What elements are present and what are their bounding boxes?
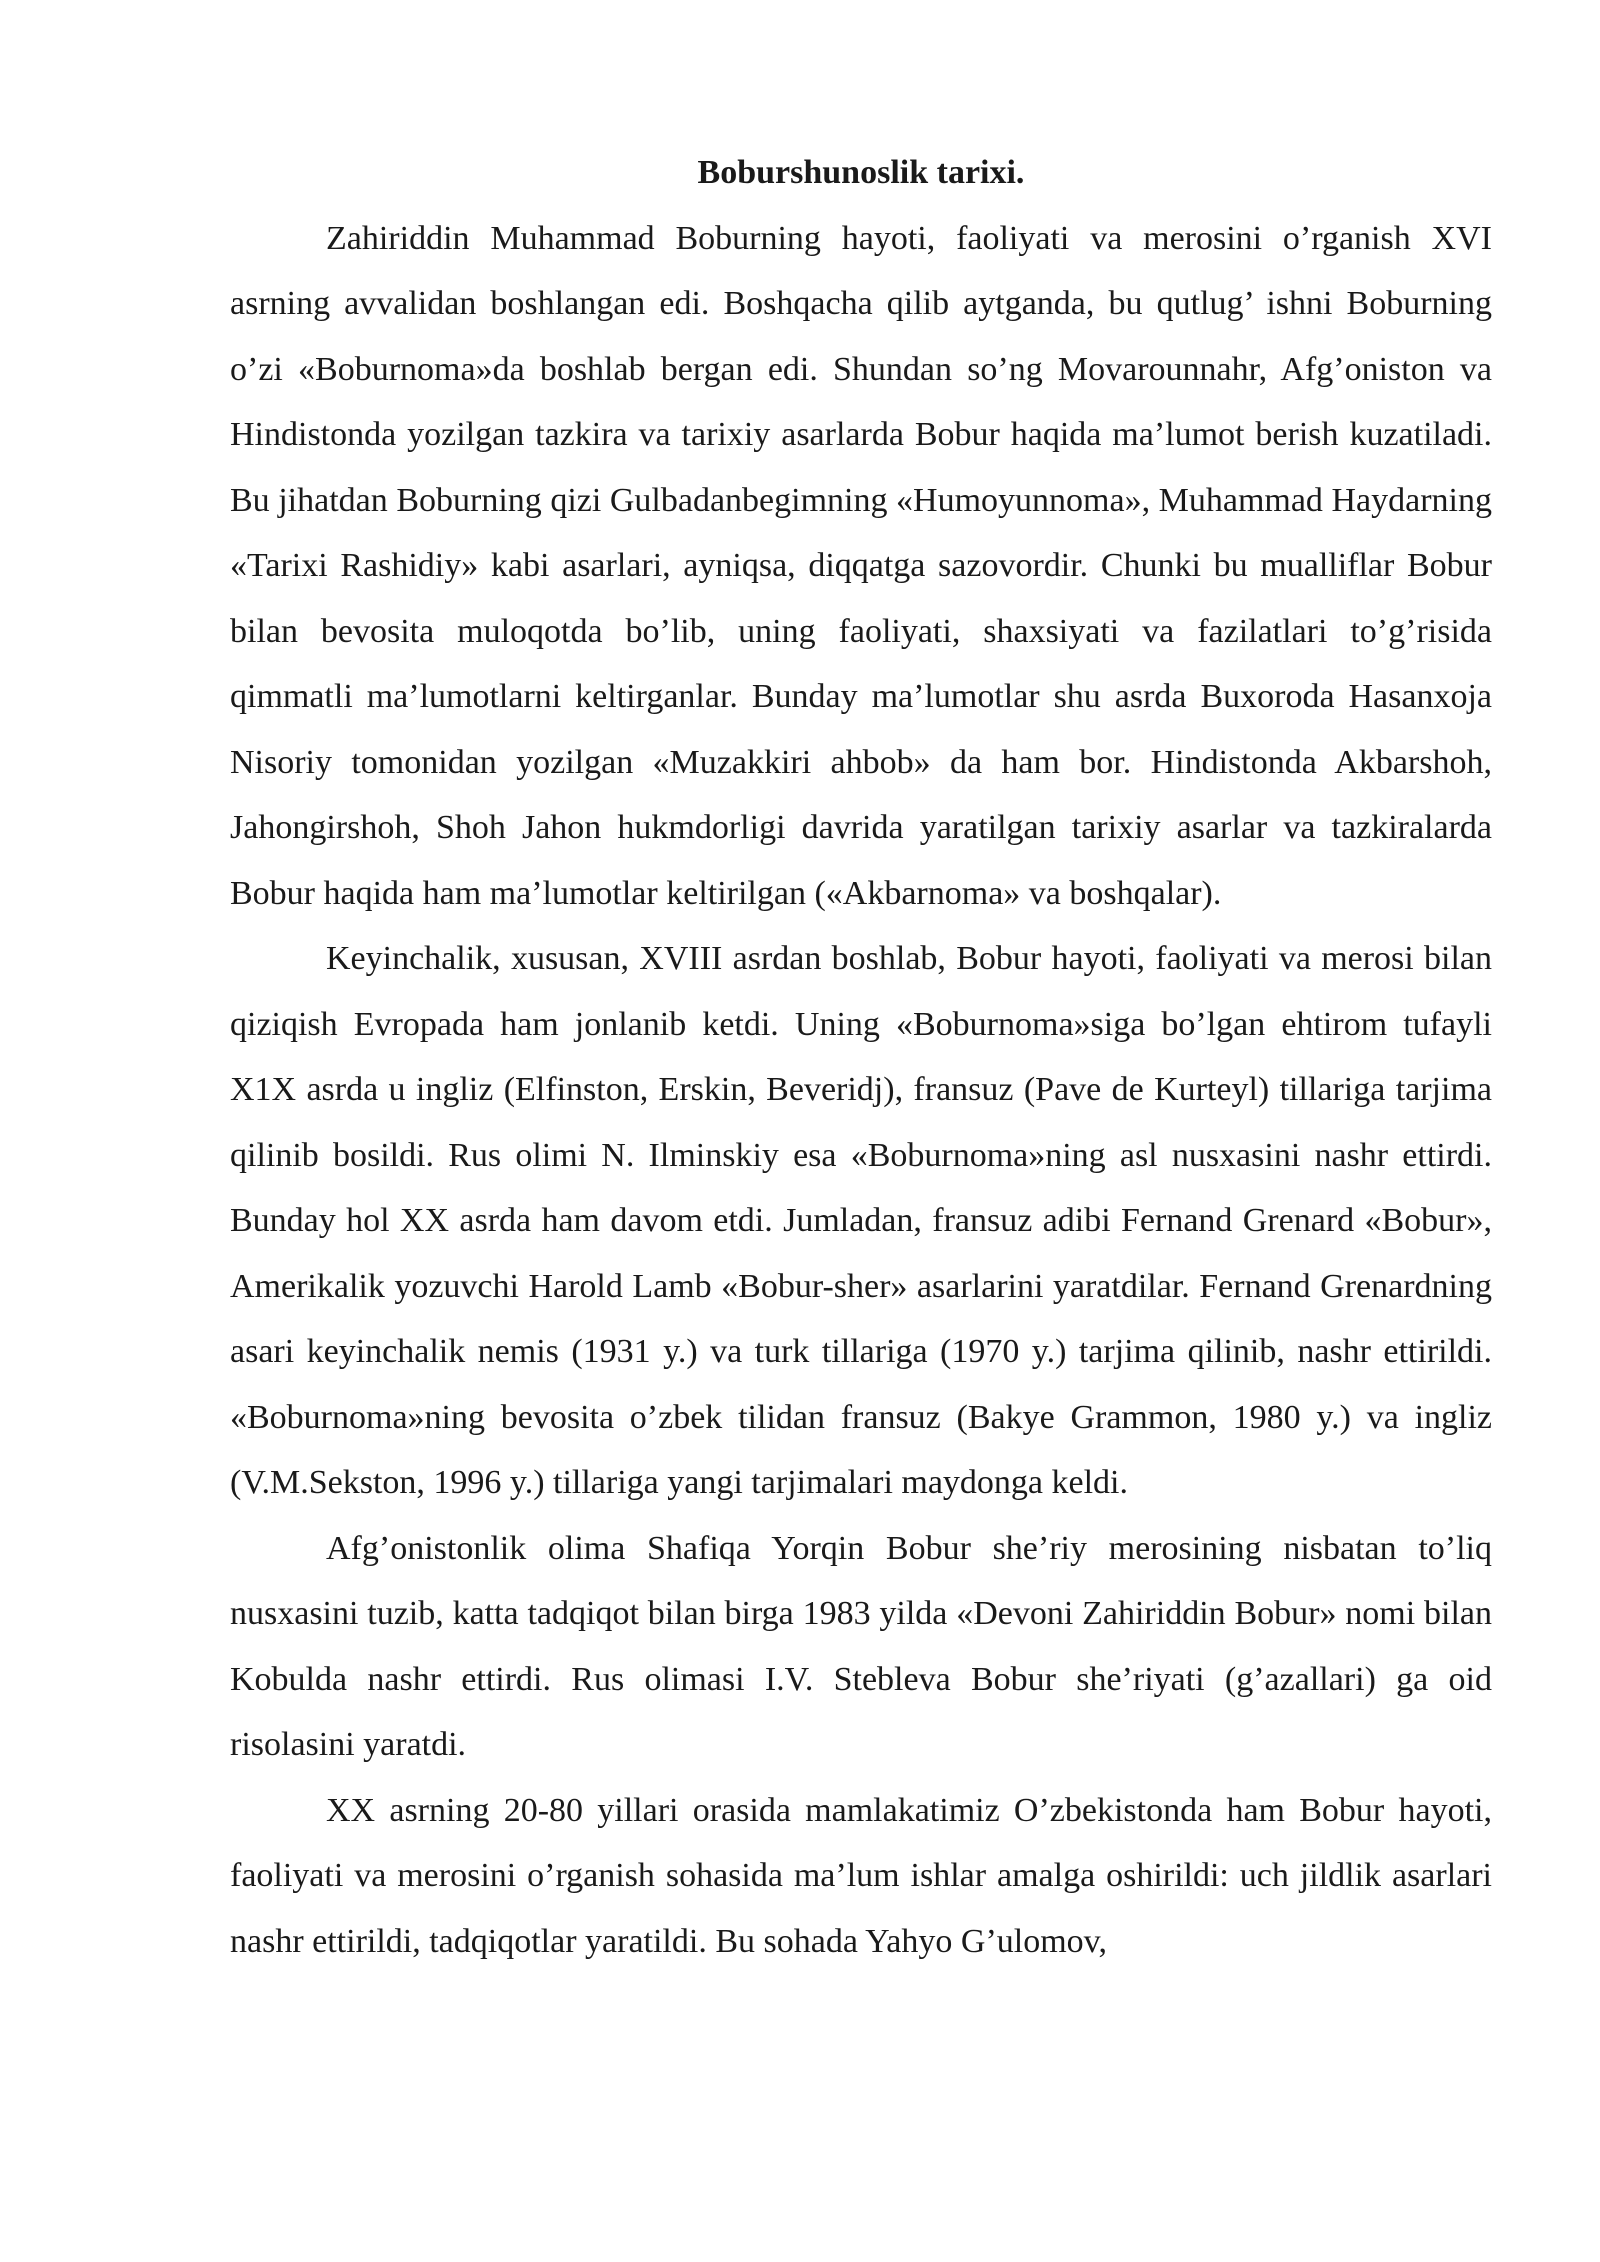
paragraph-3: Afg’onistonlik olima Shafiqa Yorqin Bobur she’riy merosining nisbatan to’liq nusxasini tuzib, katta tadqiqot bilan birga 1983 yilda «Devoni Zahiriddin Bobur» nomi bilan Kobulda nashr ettirdi. Rus olimasi I.V. Stebleva Bobur she’riyati (g’azallari) ga oid risolasini yaratdi. xyxy=(230,1529,1492,1763)
paragraph-1: Zahiriddin Muhammad Boburning hayoti, faoliyati va merosini o’rganish XVI asrning avvalidan boshlangan edi. Boshqacha qilib aytganda, bu qutlug’ ishni Boburning o’zi «Boburnoma»da boshlab bergan edi. Shundan so’ng Movarounnahr, Afg’oniston va Hindistonda yozilgan tazkira va tarixiy asarlarda Bobur haqida ma’lumot berish kuzatiladi. Bu jihatdan Boburning qizi Gulbadanbegimning «Humoyunnoma», Muhammad Haydarning «Tarixi Rashidiy» kabi asarlari, ayniqsa, diqqatga sazovordir. Chunki bu mualliflar Bobur bilan bevosita muloqotda bo’lib, uning faoliyati, shaxsiyati va fazilatlari to’g’risida qimmatli ma’lumotlarni keltirganlar. Bunday ma’lumotlar shu asrda Buxoroda Hasanxoja Nisoriy tomonidan yozilgan «Muzakkiri ahbob» da ham bor. Hindistonda Akbarshoh, Jahongirshoh, Shoh Jahon hukmdorligi davrida yaratilgan tarixiy asarlar va tazkiralarda Bobur haqida ham ma’lumotlar keltirilgan («Akbarnoma» va boshqalar). xyxy=(230,219,1492,912)
document-title: Boburshunoslik tarixi. xyxy=(697,154,1025,191)
paragraph-4: XX asrning 20-80 yillari orasida mamlakatimiz O’zbekistonda ham Bobur hayoti, faoliyati va merosini o’rganish sohasida ma’lum ishlar amalga oshirildi: uch jildlik asarlari nashr ettirildi, tadqiqotlar yaratildi. Bu sohada Yahyo G’ulomov, xyxy=(230,1791,1492,1960)
paragraph-2: Keyinchalik, xususan, XVIII asrdan boshlab, Bobur hayoti, faoliyati va merosi bilan qiziqish Evropada ham jonlanib ketdi. Uning «Boburnoma»siga bo’lgan ehtirom tufayli X1X asrda u ingliz (Elfinston, Erskin, Beveridj), fransuz (Pave de Kurteyl) tillariga tarjima qilinib bosildi. Rus olimi N. Ilminskiy esa «Boburnoma»ning asl nusxasini nashr ettirdi. Bunday hol XX asrda ham davom etdi. Jumladan, fransuz adibi Fernand Grenard «Bobur», Amerikalik yozuvchi Harold Lamb «Bobur-sher» asarlarini yaratdilar. Fernand Grenardning asari keyinchalik nemis (1931 y.) va turk tillariga (1970 y.) tarjima qilinib, nashr ettirildi. «Boburnoma»ning bevosita o’zbek tilidan fransuz (Bakye Grammon, 1980 y.) va ingliz (V.M.Sekston, 1996 y.) tillariga yangi tarjimalari maydonga keldi. xyxy=(230,940,1492,1501)
document-page xyxy=(230,140,1492,1974)
